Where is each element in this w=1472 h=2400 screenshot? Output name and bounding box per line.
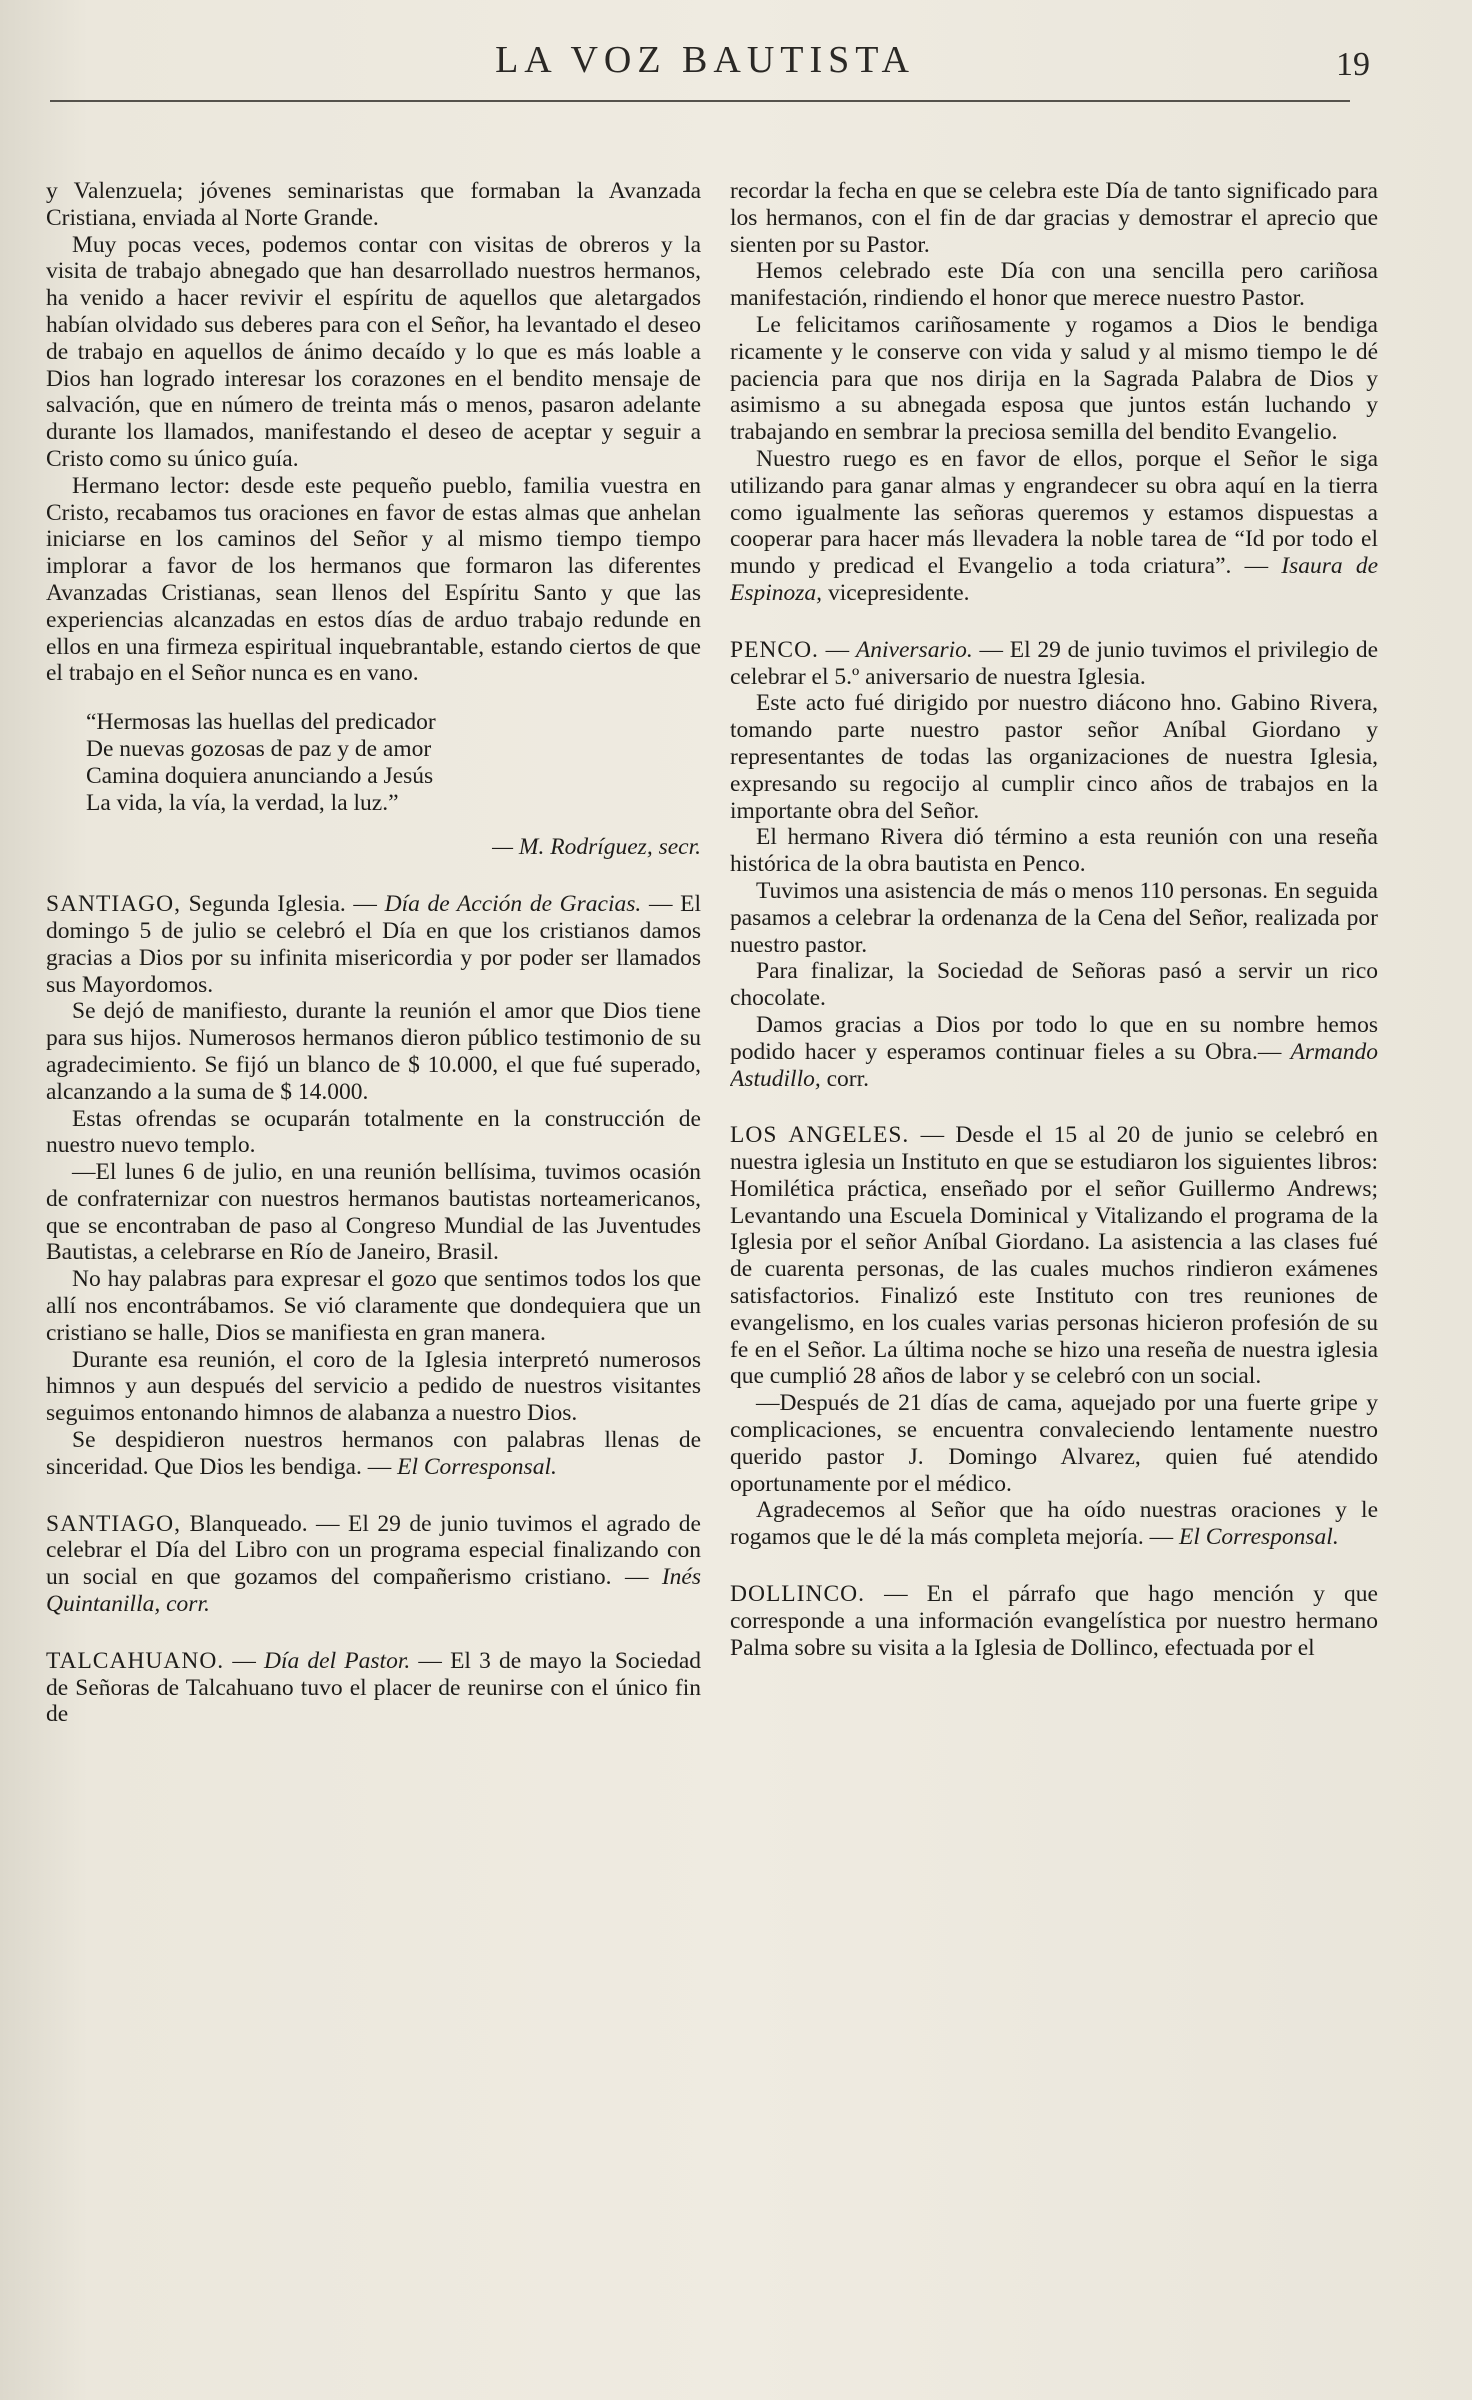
paragraph: Tuvimos una asistencia de más o menos 110 personas. En seguida pasamos a celebrar la ordenanza de la Cena del Señor, realizada por nuestro pastor.: [730, 877, 1378, 958]
poem-line: Camina doquiera anunciando a Jesús: [86, 762, 434, 789]
right-column: [730, 178, 1378, 2368]
news-item-santiago: [46, 891, 701, 998]
paragraph: —El lunes 6 de julio, en una reunión bellísima, tuvimos ocasión de confraternizar con nuestros hermanos bautistas norteamericanos, que se encontraban de paso al Congreso Mundial de las Juventudes Bautistas, a celebrarse en Río de Janeiro, Brasil.: [46, 1159, 701, 1266]
paragraph: y Valenzuela; jóvenes seminaristas que formaban la Avanzada Cristiana, enviada al Norte Grande.: [46, 178, 701, 231]
item-title: Día del Pastor.: [264, 1647, 411, 1674]
paragraph: Se dejó de manifiesto, durante la reunión el amor que Dios tiene para sus hijos. Numerosos hermanos dieron público testimonio de su agradecimiento. Se fijó un blanco de $ 10.000, el que fué superado, alcanzando a la suma de $ 14.000.: [46, 998, 701, 1105]
poem-line: De nuevas gozosas de paz y de amor: [86, 735, 432, 762]
separator: —: [818, 636, 856, 663]
poem-line: “Hermosas las huellas del predicador: [86, 709, 436, 736]
signature: Inés Quintanilla, corr.: [46, 1564, 701, 1618]
subtitle: Segunda Iglesia. —: [180, 891, 385, 918]
item-text: — El 29 de junio tuvimos el privilegio de celebrar el 5.º aniversario de nuestra Iglesia.: [730, 636, 1378, 690]
paragraph: Muy pocas veces, podemos contar con visitas de obreros y la visita de trabajo abnegado que han desarrollado nuestros hermanos, ha venido a hacer revivir el espíritu de aquellos que aletargados habían olvidado sus deberes para con el Señor, ha levantado el deseo de trabajo en aquellos de ánimo decaído y lo que es más loable a Dios han logrado interesar los corazones en el bendito mensaje de salvación, que en número de treinta más o menos, pasaron adelante durante los llamados, manifestando el deseo de aceptar y seguir a Cristo como su único guía.: [46, 231, 701, 472]
place-name: SANTIAGO,: [46, 891, 181, 918]
signature: El Corresponsal.: [1173, 1524, 1339, 1551]
item-text: Se despidieron nuestros hermanos con palabras llenas de sinceridad. Que Dios les bendiga. —: [46, 1427, 701, 1480]
page-header: [40, 30, 1370, 105]
item-text: Blanqueado. — El 29 de junio tuvimos el agrado de celebrar el Día del Libro con un programa especial finalizando con un social en que gozamos del compañerismo cristiano. —: [46, 1510, 701, 1591]
paragraph: Hemos celebrado este Día con una sencilla pero cariñosa manifestación, rindiendo el honor que merece nuestro Pastor.: [730, 258, 1378, 312]
news-item-dollinco: [730, 1581, 1378, 1661]
page-number: 19: [1336, 46, 1370, 83]
paragraph: Para finalizar, la Sociedad de Señoras pasó a servir un rico chocolate.: [730, 958, 1378, 1012]
signature: — M. Rodríguez, secr.: [492, 834, 701, 861]
paragraph: No hay palabras para expresar el gozo que sentimos todos los que allí nos encontrábamos. Se vió claramente que dondequiera que un cristiano se halle, Dios se manifiesta en gran manera.: [46, 1266, 701, 1346]
place-name: TALCAHUANO.: [46, 1647, 225, 1674]
paragraph: Le felicitamos cariñosamente y rogamos a Dios le bendiga ricamente y le conserve con vida y salud y al mismo tiempo le dé paciencia para que nos dirija en la Sagrada Palabra de Dios y asimismo a su abnegada esposa que juntos están luchando y trabajando en sembrar la preciosa semilla del bendito Evangelio.: [730, 311, 1378, 446]
spacer: [46, 861, 701, 891]
paragraph: [730, 446, 1378, 607]
signature: Armando Astudillo,: [730, 1038, 1378, 1092]
left-column: [46, 178, 701, 2368]
signature-role: vicepresidente.: [822, 579, 970, 606]
news-item-santiago-blanqueado: [46, 1511, 701, 1618]
item-title: Día de Acción de Gracias.: [384, 891, 642, 918]
place-name: LOS ANGELES.: [730, 1122, 910, 1149]
signature-role: corr.: [820, 1065, 870, 1092]
news-item-penco: [730, 637, 1378, 691]
place-name: DOLLINCO.: [730, 1581, 865, 1608]
spacer: [46, 1618, 701, 1648]
news-item-los-angeles: [730, 1122, 1378, 1390]
running-title: LA VOZ BAUTISTA: [495, 39, 915, 81]
paragraph: —Después de 21 días de cama, aquejado por una fuerte gripe y complicaciones, se encuentra convaleciendo lentamente nuestro querido pastor J. Domingo Alvarez, quien fué atendido oportunamente por el médico.: [730, 1390, 1378, 1497]
paragraph: Estas ofrendas se ocuparán totalmente en la construcción de nuestro nuevo templo.: [46, 1105, 701, 1159]
item-text: — El 3 de mayo la Sociedad de Señoras de Talcahuano tuvo el placer de reunirse con el único fin de: [46, 1647, 701, 1728]
header-rule: [50, 100, 1350, 102]
paragraph: [730, 1497, 1378, 1551]
paragraph: recordar la fecha en que se celebra este Día de tanto significado para los hermanos, con el fin de dar gracias y demostrar el aprecio que sienten por su Pastor.: [730, 178, 1378, 258]
paragraph: Durante esa reunión, el coro de la Iglesia interpretó numerosos himnos y aun después del servicio a pedido de nuestros visitantes seguimos entonando himnos de alabanza a nuestro Dios.: [46, 1346, 701, 1427]
paragraph: Hermano lector: desde este pequeño pueblo, familia vuestra en Cristo, recabamos tus oraciones en favor de estas almas que anhelan iniciarse en los caminos del Señor y al mismo tiempo tiempo implorar a favor de los hermanos que formaron las diferentes Avanzadas Cristianas, sean llenos del Espíritu Santo y que las experiencias alcanzadas en estos días de arduo trabajo redunde en ellos en una firmeza espiritual inquebrantable, estando ciertos de que el trabajo en el Señor nunca es en vano.: [46, 472, 701, 687]
news-item-talcahuano: [46, 1648, 701, 1728]
separator: —: [224, 1647, 265, 1674]
spacer: [730, 1551, 1378, 1581]
paragraph: Este acto fué dirigido por nuestro diácono hno. Gabino Rivera, tomando parte nuestro pastor señor Aníbal Giordano y representantes de todas las organizaciones de nuestra Iglesia, expresando su regocijo al cumplir cinco años de trabajos en la importante obra del Señor.: [730, 690, 1378, 824]
place-name: PENCO.: [730, 636, 819, 663]
item-title: Aniversario.: [855, 636, 973, 663]
paragraph: El hermano Rivera dió término a esta reunión con una reseña histórica de la obra bautista en Penco.: [730, 824, 1378, 878]
signature: Isaura de Espinoza,: [730, 553, 1378, 606]
paragraph: [730, 1012, 1378, 1092]
spacer: [730, 607, 1378, 637]
item-text: — Desde el 15 al 20 de junio se celebró en nuestra iglesia un Instituto en que se estudiaron los siguientes libros: Homilética práctica, enseñado por el señor Guillermo Andrews; Levantando una Escuela Dominical y Vitalizando el programa de la Iglesia por el señor Aníbal Giordano. La asistencia a las clases fué de cuarenta personas, de las cuales muchos rindieron exámenes satisfactorios. Finalizó este Instituto con tres reuniones de evangelismo, en los cuales varias personas hicieron profesión de su fe en el Señor. La última noche se hizo una reseña de nuestra iglesia que cumplió 28 años de labor y se celebró con un social.: [730, 1122, 1378, 1390]
item-text: — En el párrafo que hago mención y que corresponde a una información evangelística por nuestro hermano Palma sobre su visita a la Iglesia de Dollinco, efectuada por el: [730, 1581, 1378, 1661]
spacer: [46, 687, 701, 709]
item-text: Agradecemos al Señor que ha oído nuestras oraciones y le rogamos que le dé la más completa mejoría. —: [730, 1497, 1378, 1551]
item-text: Damos gracias a Dios por todo lo que en su nombre hemos podido hacer y esperamos continuar fieles a su Obra.—: [730, 1011, 1378, 1065]
spacer: [46, 1481, 701, 1511]
item-text: Nuestro ruego es en favor de ellos, porque el Señor le siga utilizando para ganar almas y engrandecer su obra aquí en la tierra como igualmente las señoras queremos y estamos dispuestas a cooperar para hacer más llevadera la noble tarea de “Id por todo el mundo y predicad el Evangelio a toda criatura”. —: [730, 445, 1378, 580]
place-name: SANTIAGO,: [46, 1510, 181, 1537]
item-text: — El domingo 5 de julio se celebró el Día en que los cristianos damos gracias a Dios por su infinita misericordia y por poder ser llamados sus Mayordomos.: [46, 891, 701, 998]
signature: El Corresponsal.: [391, 1453, 557, 1480]
poem-line: La vida, la vía, la verdad, la luz.”: [86, 789, 399, 816]
paragraph: [46, 1427, 701, 1481]
spacer: [730, 1092, 1378, 1122]
